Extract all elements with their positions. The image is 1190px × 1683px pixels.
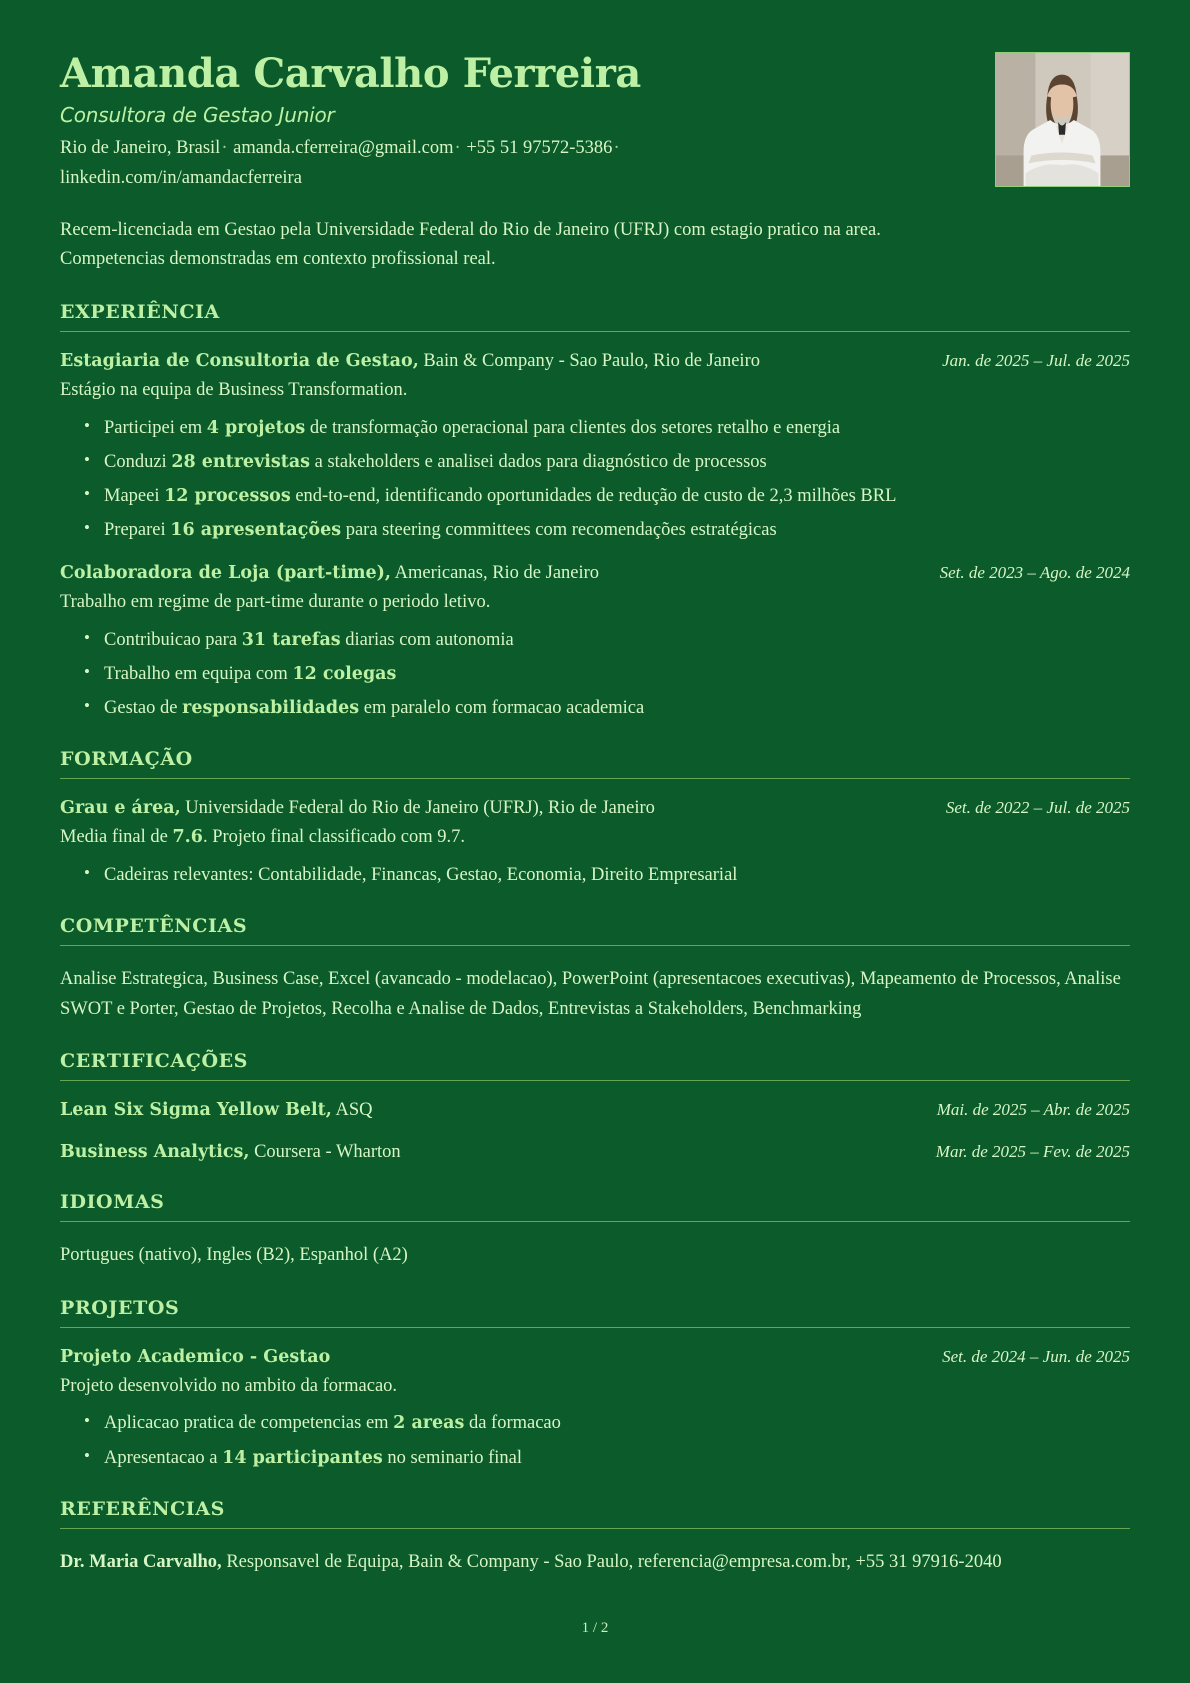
reference-entry	[60, 1548, 1130, 1578]
bullet-text-post: em paralelo com formacao academica	[359, 698, 645, 719]
bullet-text-pre: Trabalho em equipa com	[104, 663, 293, 684]
bullet-text-post: diarias com autonomia	[340, 629, 514, 650]
entry-title-line	[60, 349, 760, 374]
experience-entry	[60, 561, 1130, 722]
entry-title-line	[60, 1345, 330, 1370]
bullet-highlight: 2 areas	[393, 1413, 465, 1434]
bullet-highlight: 16 apresentações	[170, 519, 342, 540]
section-divider	[60, 1327, 1130, 1328]
entry-date: Set. de 2023 – Ago. de 2024	[939, 563, 1130, 583]
bullet-text-pre: Mapeei	[104, 485, 165, 506]
section-languages	[60, 1191, 1130, 1271]
bullet-highlight: 14 participantes	[222, 1447, 383, 1468]
entry-subtitle: Projeto desenvolvido no ambito da formacao.	[60, 1375, 398, 1396]
languages-body: Portugues (nativo), Ingles (B2), Espanhol (A2)	[60, 1245, 408, 1266]
list-item	[84, 1409, 1130, 1437]
entry-title-line	[60, 1098, 372, 1123]
institution-name: Universidade Federal do Rio de Janeiro (UFRJ), Rio de Janeiro	[180, 798, 655, 819]
contact-separator-1: ·	[221, 137, 228, 158]
project-entry	[60, 1345, 1130, 1472]
section-divider	[60, 945, 1130, 946]
bullet-text-pre: Cadeiras relevantes: Contabilidade, Financas, Gestao, Economia, Direito Empresarial	[104, 864, 738, 885]
list-item	[84, 516, 1130, 544]
job-company: Americanas, Rio de Janeiro	[391, 563, 600, 584]
reference-name: Dr. Maria Carvalho,	[60, 1551, 222, 1572]
bullet-text-post: a stakeholders e analisei dados para diagnóstico de processos	[310, 451, 767, 472]
entry-bullets	[60, 861, 1130, 889]
contact-phone[interactable]: +55 51 97572-5386	[466, 137, 613, 158]
grade-value: 7.6	[172, 827, 203, 848]
contact-linkedin[interactable]: linkedin.com/in/amandacferreira	[60, 167, 302, 188]
job-company: Bain & Company - Sao Paulo, Rio de Janeiro	[418, 350, 760, 371]
list-item	[84, 448, 1130, 476]
entry-date: Mai. de 2025 – Abr. de 2025	[936, 1100, 1130, 1120]
entry-date: Mar. de 2025 – Fev. de 2025	[935, 1142, 1130, 1162]
bullet-text-post: para steering committees com recomendações estratégicas	[341, 519, 777, 540]
list-item	[84, 861, 1130, 889]
entry-title-line	[60, 1140, 401, 1165]
entry-date: Jan. de 2025 – Jul. de 2025	[942, 350, 1130, 370]
certification-row	[60, 1140, 1130, 1165]
bullet-text-pre: Participei em	[104, 417, 207, 438]
bullet-text-pre: Gestao de	[104, 698, 183, 719]
section-title-certifications: CERTIFICAÇÕES	[60, 1050, 249, 1073]
page-indicator: 1 / 2	[581, 1620, 609, 1636]
section-experience	[60, 301, 1130, 722]
header-text-block	[60, 52, 890, 275]
section-title-skills: COMPETÊNCIAS	[60, 914, 248, 937]
education-entry	[60, 796, 1130, 889]
certification-issuer: Coursera - Wharton	[249, 1142, 401, 1163]
certification-name: Lean Six Sigma Yellow Belt,	[60, 1100, 332, 1121]
bullet-text-post: de transformação operacional para clientes dos setores retalho e energia	[305, 417, 841, 438]
entry-title-line	[60, 561, 599, 586]
entry-header	[60, 561, 1130, 586]
list-item	[84, 482, 1130, 510]
list-item	[84, 1444, 1130, 1472]
entry-subtitle	[60, 824, 1130, 852]
section-title-languages: IDIOMAS	[60, 1191, 165, 1214]
bullet-text-post: da formacao	[464, 1413, 561, 1434]
grade-text-pre: Media final de	[60, 827, 173, 848]
section-title-experience: EXPERIÊNCIA	[60, 300, 220, 323]
section-title-references: REFERÊNCIAS	[60, 1497, 225, 1520]
project-name: Projeto Academico - Gestao	[60, 1346, 331, 1367]
bullet-highlight: 31 tarefas	[241, 629, 341, 650]
reference-details: Responsavel de Equipa, Bain & Company - Sao Paulo, referencia@empresa.com.br, +55 31 97916-2040	[221, 1551, 1002, 1572]
contact-location: Rio de Janeiro, Brasil	[60, 137, 221, 158]
page-title: Amanda Carvalho Ferreira	[60, 50, 641, 97]
skills-body: Analise Estrategica, Business Case, Excel (avancado - modelacao), PowerPoint (apresentacoes executivas), Mapeamento de Processos, Analise SWOT e Porter, Gestao de Projetos, Recolha e Analise de Dados, Entrevistas a Stakeholders, Benchmarking	[60, 968, 1121, 1019]
grade-text-post: . Projeto final classificado com 9.7.	[202, 827, 465, 848]
section-certifications	[60, 1050, 1130, 1165]
section-divider	[60, 778, 1130, 779]
section-education	[60, 748, 1130, 889]
entry-header	[60, 349, 1130, 374]
bullet-highlight: 28 entrevistas	[171, 451, 311, 472]
section-divider	[60, 331, 1130, 332]
entry-bullets	[60, 414, 1130, 544]
bullet-highlight: 12 processos	[164, 485, 291, 506]
list-item	[84, 660, 1130, 688]
bullet-text-pre: Aplicacao pratica de competencias em	[104, 1413, 394, 1434]
section-divider	[60, 1080, 1130, 1081]
bullet-highlight: 12 colegas	[292, 663, 397, 684]
entry-bullets	[60, 626, 1130, 722]
contact-separator-2: ·	[454, 137, 461, 158]
bullet-highlight: 4 projetos	[206, 417, 306, 438]
list-item	[84, 694, 1130, 722]
entry-header	[60, 1345, 1130, 1370]
entry-subtitle: Trabalho em regime de part-time durante o periodo letivo.	[60, 592, 491, 613]
contact-email[interactable]: amanda.cferreira@gmail.com	[233, 137, 454, 158]
section-divider	[60, 1528, 1130, 1529]
bullet-text-pre: Preparei	[104, 519, 171, 540]
entry-header	[60, 796, 1130, 821]
contact-separator-3: ·	[613, 137, 620, 158]
contact-line	[60, 134, 680, 194]
entry-date: Set. de 2024 – Jun. de 2025	[942, 1346, 1130, 1366]
certification-name: Business Analytics,	[60, 1142, 250, 1163]
section-title-education: FORMAÇÃO	[60, 748, 193, 771]
job-role: Colaboradora de Loja (part-time),	[60, 563, 391, 584]
bullet-text-pre: Apresentacao a	[104, 1447, 223, 1468]
bullet-text-post: no seminario final	[382, 1447, 523, 1468]
bullet-highlight: responsabilidades	[182, 698, 360, 719]
bullet-text-pre: Contribuicao para	[104, 629, 242, 650]
bullet-text-post: end-to-end, identificando oportunidades de redução de custo de 2,3 milhões BRL	[290, 485, 897, 506]
avatar	[995, 52, 1130, 187]
entry-subtitle: Estágio na equipa de Business Transformation.	[60, 379, 408, 400]
section-projects	[60, 1297, 1130, 1472]
experience-entry	[60, 349, 1130, 544]
degree-name: Grau e área,	[60, 798, 181, 819]
resume-header	[60, 52, 1130, 275]
certification-row	[60, 1098, 1130, 1123]
list-item	[84, 414, 1130, 442]
section-divider	[60, 1221, 1130, 1222]
entry-date: Set. de 2022 – Jul. de 2025	[945, 798, 1130, 818]
entry-title-line	[60, 796, 655, 821]
section-references	[60, 1498, 1130, 1578]
list-item	[84, 626, 1130, 654]
certification-issuer: ASQ	[331, 1100, 373, 1121]
job-role: Estagiaria de Consultoria de Gestao,	[60, 350, 419, 371]
section-skills	[60, 915, 1130, 1024]
section-title-projects: PROJETOS	[60, 1296, 180, 1319]
profile-photo-illustration	[996, 53, 1129, 186]
job-title: Consultora de Gestao Junior	[60, 102, 335, 127]
profile-summary: Recem-licenciada em Gestao pela Universidade Federal do Rio de Janeiro (UFRJ) com estagio pratico na area. Competencias demonstradas em contexto profissional real.	[60, 219, 881, 270]
entry-bullets	[60, 1409, 1130, 1471]
bullet-text-pre: Conduzi	[104, 451, 172, 472]
